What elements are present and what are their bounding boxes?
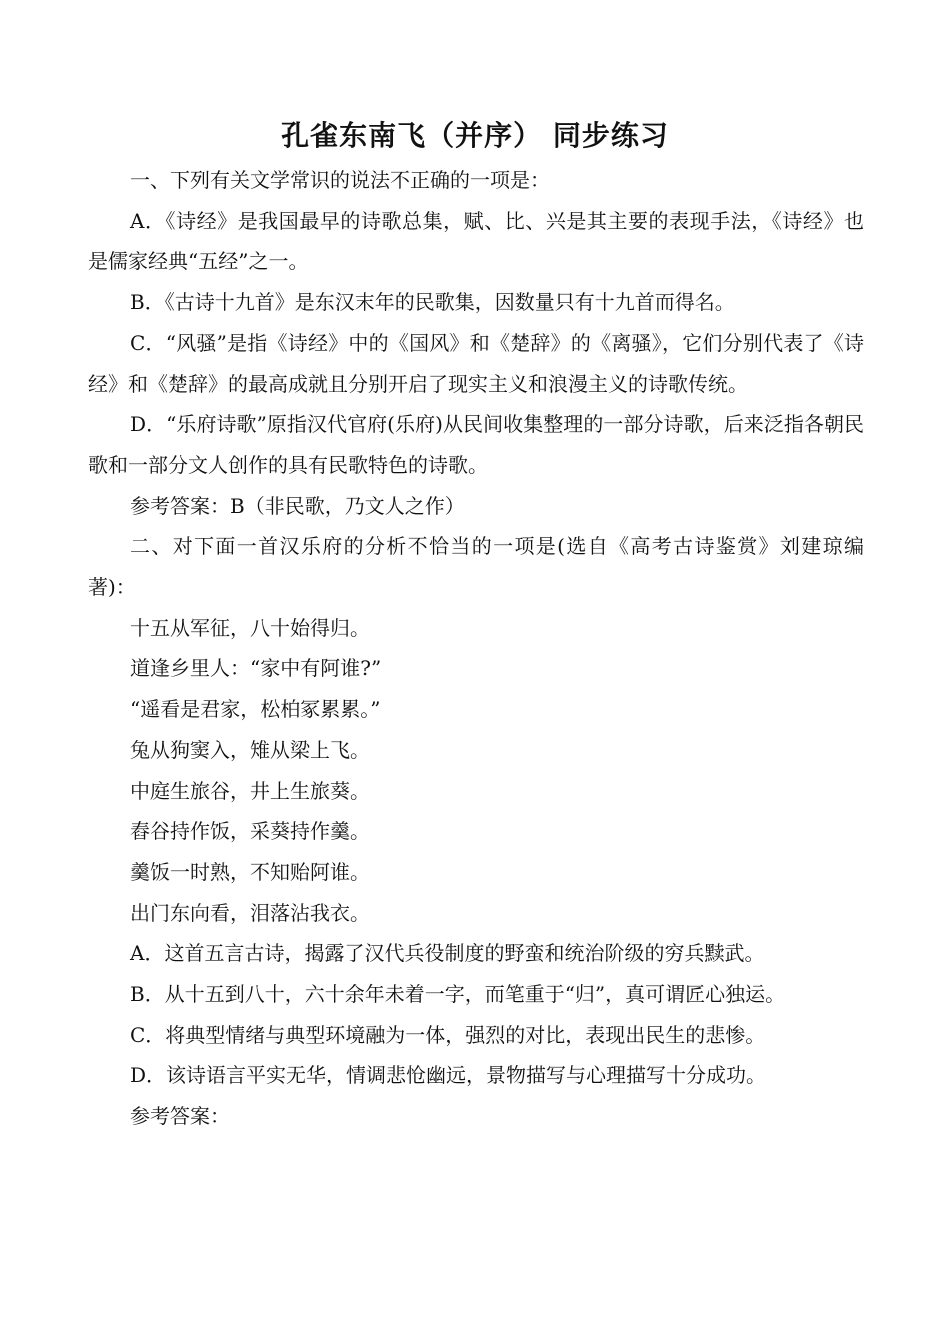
question-1-answer: 参考答案：B（非民歌，乃文人之作） bbox=[130, 493, 465, 518]
question-2-option-c: C．将典型情绪与典型环境融为一体，强烈的对比，表现出民生的悲惨。 bbox=[130, 1022, 766, 1047]
poem-line: “遥看是君家，松柏冢累累。” bbox=[130, 697, 381, 722]
question-1-stem: 一、下列有关文学常识的说法不正确的一项是： bbox=[130, 168, 550, 192]
question-2-answer: 参考答案： bbox=[130, 1104, 230, 1129]
poem-line: 出门东向看，泪落沾我衣。 bbox=[130, 900, 370, 925]
question-2-stem: 二、对下面一首汉乐府的分析不恰当的一项是(选自《高考古诗鉴赏》刘建琼编著)： bbox=[88, 534, 864, 600]
poem-line: 中庭生旅谷，井上生旅葵。 bbox=[130, 778, 370, 803]
question-2-option-b: B．从十五到八十，六十余年未着一字，而笔重于“归”，真可谓匠心独运。 bbox=[130, 982, 786, 1007]
question-2-option-d: D．该诗语言平实无华，情调悲怆幽远，景物描写与心理描写十分成功。 bbox=[130, 1063, 767, 1088]
question-1-option-a: A．《诗经》是我国最早的诗歌总集，赋、比、兴是其主要的表现手法，《诗经》也是儒家经典“五经”之一。 bbox=[88, 208, 864, 274]
document-body bbox=[88, 160, 864, 1137]
poem-line: 十五从军征，八十始得归。 bbox=[130, 615, 370, 640]
poem bbox=[88, 608, 864, 934]
poem-line: 道逢乡里人：“家中有阿谁?” bbox=[130, 656, 382, 681]
poem-line: 兔从狗窦入，雉从梁上飞。 bbox=[130, 737, 370, 762]
poem-line: 舂谷持作饭，采葵持作羹。 bbox=[130, 819, 370, 844]
page-title: 孔雀东南飞（并序） 同步练习 bbox=[281, 119, 669, 152]
question-2-option-a: A．这首五言古诗，揭露了汉代兵役制度的野蛮和统治阶级的穷兵黩武。 bbox=[130, 941, 765, 966]
question-1-option-b: B．《古诗十九首》是东汉末年的民歌集，因数量只有十九首而得名。 bbox=[130, 290, 735, 315]
question-1-option-c: C．“风骚”是指《诗经》中的《国风》和《楚辞》的《离骚》，它们分别代表了《诗经》和《楚辞》的最高成就且分别开启了现实主义和浪漫主义的诗歌传统。 bbox=[88, 330, 864, 396]
question-1-option-d: D．“乐府诗歌”原指汉代官府(乐府)从民间收集整理的一部分诗歌，后来泛指各朝民歌和一部分文人创作的具有民歌特色的诗歌。 bbox=[88, 412, 864, 477]
poem-line: 羹饭一时熟，不知贻阿谁。 bbox=[130, 859, 370, 884]
